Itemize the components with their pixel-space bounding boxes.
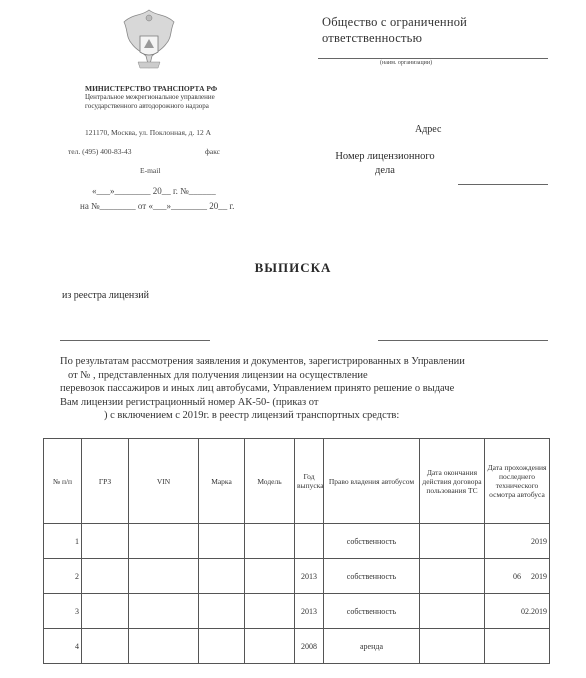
document-subtitle: из реестра лицензий	[62, 290, 149, 301]
table-row	[44, 594, 550, 629]
reference-line: на №________ от «___»________ 20__ г.	[80, 201, 235, 211]
header-grz: ГРЗ	[82, 439, 129, 524]
row-ownership: собственность	[324, 594, 420, 629]
row-year: 2013	[295, 559, 324, 594]
header-num: № п/п	[44, 439, 82, 524]
row-inspection: 06 2019	[485, 559, 550, 594]
org-caption: (наим. организации)	[380, 60, 433, 66]
row-year: 2008	[295, 629, 324, 664]
header-year: Год выпуска	[295, 439, 324, 524]
paragraph-line-3: перевозок пассажиров и иных лиц автобусами, Управлением принято решение о выдаче	[60, 383, 455, 394]
header-brand: Марка	[199, 439, 245, 524]
row-inspection: 02.2019	[485, 594, 550, 629]
row-num: 3	[44, 594, 82, 629]
row-lease-end	[420, 629, 485, 664]
case-line-2: дела	[375, 165, 395, 176]
org-line-2: ответственностью	[322, 31, 423, 45]
ministry-name: МИНИСТЕРСТВО ТРАНСПОРТА РФ	[85, 84, 218, 93]
row-model	[245, 524, 295, 559]
address-label: Адрес	[415, 124, 442, 135]
subtitle-rule-right	[378, 340, 548, 341]
row-ownership: собственность	[324, 524, 420, 559]
row-inspection	[485, 629, 550, 664]
table-row	[44, 524, 550, 559]
case-number-underline	[458, 184, 548, 185]
row-model	[245, 594, 295, 629]
paragraph-line-2: от № , представленных для получения лицензии на осуществление	[68, 369, 368, 381]
row-num: 1	[44, 524, 82, 559]
row-year: 2013	[295, 594, 324, 629]
row-brand	[199, 594, 245, 629]
header-ownership: Право владения автобусом	[324, 439, 420, 524]
subtitle-rule-left	[60, 340, 210, 341]
row-num: 4	[44, 629, 82, 664]
paragraph-line-5: ) с включением с 2019г. в реестр лицензий транспортных средств:	[104, 410, 400, 421]
decision-paragraph	[60, 355, 542, 423]
table-header-row	[44, 439, 550, 524]
ministry-address: 121170, Москва, ул. Поклонная, д. 12 А	[85, 128, 212, 137]
row-vin	[129, 594, 199, 629]
paragraph-line-4: Вам лицензии регистрационный номер АК-50- (приказ от	[60, 396, 319, 408]
row-lease-end	[420, 594, 485, 629]
row-grz	[82, 594, 129, 629]
ministry-phone: тел. (495) 400-83-43	[68, 147, 132, 156]
row-inspection: 2019	[485, 524, 550, 559]
org-underline	[318, 58, 548, 59]
row-lease-end	[420, 524, 485, 559]
header-inspection: Дата прохождения последнего технического осмотра автобуса	[485, 439, 550, 524]
case-number-label	[325, 150, 445, 178]
ministry-subtitle: Центральное межрегиональное управление государственного автодорожного надзора	[85, 93, 215, 110]
row-num: 2	[44, 559, 82, 594]
row-ownership: аренда	[324, 629, 420, 664]
row-vin	[129, 559, 199, 594]
table-row	[44, 629, 550, 664]
row-brand	[199, 629, 245, 664]
ministry-block	[85, 84, 265, 111]
row-grz	[82, 629, 129, 664]
row-vin	[129, 524, 199, 559]
ministry-email: E-mail	[140, 166, 161, 175]
row-grz	[82, 559, 129, 594]
row-model	[245, 559, 295, 594]
header-vin: VIN	[129, 439, 199, 524]
header-lease-end: Дата окончания действия договора пользования ТС	[420, 439, 485, 524]
org-line-1: Общество с ограниченной	[322, 15, 468, 29]
outgoing-date-line: «___»________ 20__ г. №______	[92, 186, 216, 196]
row-brand	[199, 559, 245, 594]
eagle-emblem-icon	[118, 6, 180, 74]
row-grz	[82, 524, 129, 559]
document-title: ВЫПИСКА	[254, 260, 332, 275]
organization-name	[322, 14, 552, 46]
vehicle-register-table	[43, 438, 550, 664]
case-line-1: Номер лицензионного	[335, 151, 435, 162]
header-model: Модель	[245, 439, 295, 524]
row-brand	[199, 524, 245, 559]
row-lease-end	[420, 559, 485, 594]
table-row	[44, 559, 550, 594]
ministry-fax: факс	[205, 147, 220, 156]
row-vin	[129, 629, 199, 664]
row-model	[245, 629, 295, 664]
row-ownership: собственность	[324, 559, 420, 594]
paragraph-line-1: По результатам рассмотрения заявления и документов, зарегистрированных в Управлении	[60, 356, 465, 367]
row-year	[295, 524, 324, 559]
